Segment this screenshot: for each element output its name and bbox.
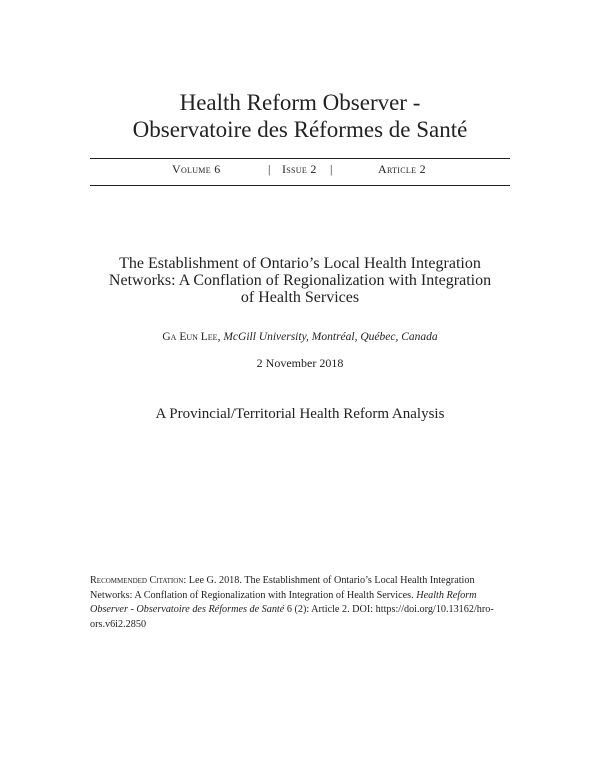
- top-rule: [90, 158, 510, 159]
- separator: |: [268, 162, 271, 176]
- paper-title: [80, 255, 520, 306]
- paper-title-line-1: The Establishment of Ontario’s Local Health Integration: [119, 255, 481, 272]
- bottom-rule: [90, 185, 510, 186]
- issue-label: Issue 2: [282, 162, 317, 176]
- separator: |: [330, 162, 333, 176]
- journal-title: [0, 89, 600, 143]
- paper-title-line-2: Networks: A Conflation of Regionalization with Integration: [108, 272, 492, 289]
- journal-title-line-1: Health Reform Observer -: [179, 90, 421, 115]
- volume-label: Volume 6: [172, 162, 221, 176]
- recommended-citation: [90, 574, 514, 632]
- citation-text: Lee G. 2018. The Establishment of Ontario’s Local Health Integration Networks: A Conflation of Regionalization with Integration of Health Services.: [90, 575, 475, 601]
- author-name: Ga Eun Lee: [162, 331, 218, 343]
- author-line: [0, 331, 600, 343]
- citation-journal: Health Reform Observer - Observatoire des Réformes de Santé: [90, 589, 477, 615]
- analysis-type: A Provincial/Territorial Health Reform Analysis: [155, 406, 445, 422]
- citation-details: 6 (2): Article 2. DOI: https://doi.org/10.13162/hro-ors.v6i2.2850: [90, 604, 494, 630]
- article-label: Article 2: [378, 162, 426, 176]
- publication-date: 2 November 2018: [256, 356, 344, 370]
- issue-info-row: [90, 162, 510, 180]
- citation-label: Recommended Citation:: [90, 575, 187, 586]
- paper-title-line-3: of Health Services: [240, 289, 360, 306]
- author-separator: ,: [217, 331, 224, 343]
- author-affiliation: McGill University, Montréal, Québec, Canada: [223, 331, 438, 343]
- journal-title-line-2: Observatoire des Réformes de Santé: [132, 117, 468, 142]
